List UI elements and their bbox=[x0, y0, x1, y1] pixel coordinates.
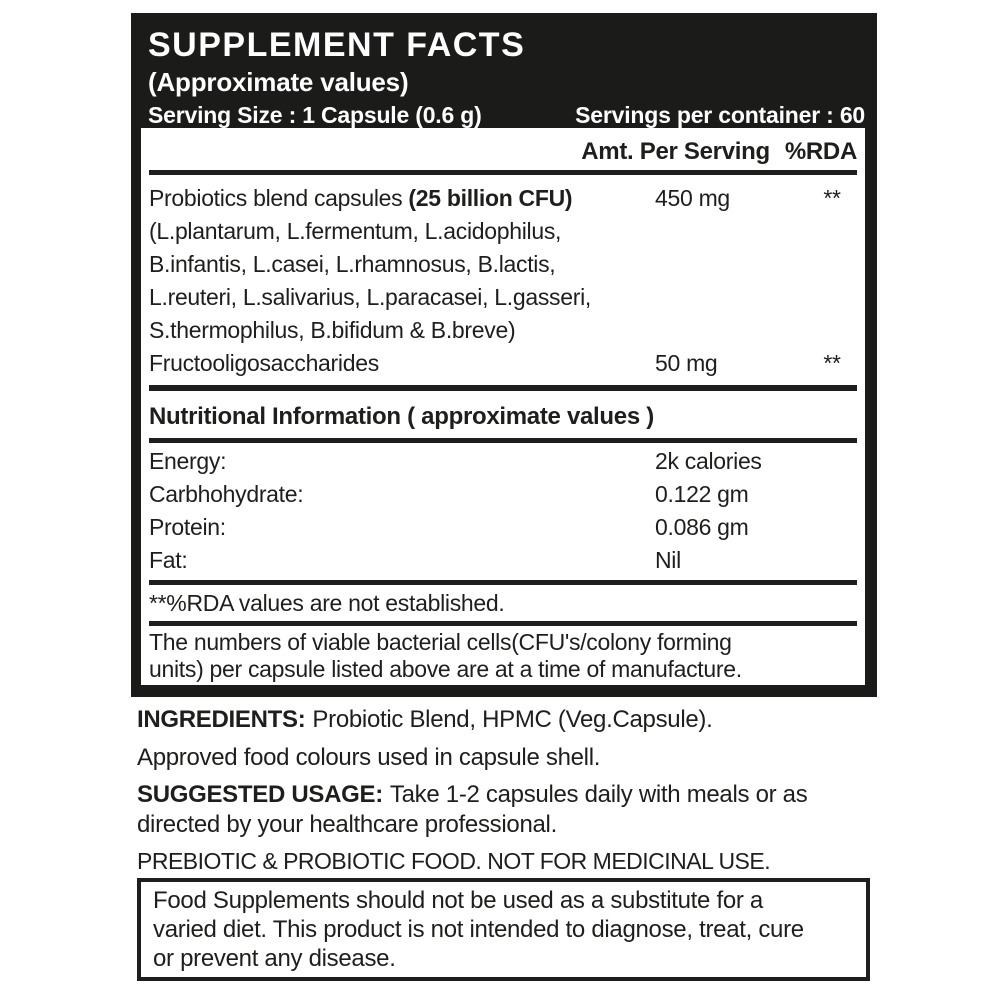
panel-header bbox=[131, 13, 877, 128]
table-row bbox=[149, 314, 857, 347]
suggested-usage bbox=[137, 780, 870, 840]
ingredients-text: Probiotic Blend, HPMC (Veg.Capsule). bbox=[312, 706, 713, 733]
nutrition-rows bbox=[149, 445, 857, 577]
rda-note: **%RDA values are not established. bbox=[149, 590, 505, 616]
ingredient-rda bbox=[807, 215, 857, 248]
column-header-row bbox=[149, 128, 857, 170]
usage-label: SUGGESTED USAGE: bbox=[137, 781, 383, 808]
nutrition-value: 2k calories bbox=[655, 448, 762, 474]
divider bbox=[149, 438, 857, 443]
nutrition-row bbox=[149, 511, 857, 544]
supplement-facts-panel bbox=[131, 13, 877, 697]
nutrition-label: Energy: bbox=[149, 448, 227, 474]
usage-text: Take 1-2 capsules daily with meals or as bbox=[389, 781, 808, 808]
disclaimer-line: varied diet. This product is not intended to diagnose, treat, cure bbox=[153, 916, 804, 943]
ingredient-rda: ** bbox=[823, 185, 841, 211]
cfu-note-line: units) per capsule listed above are at a time of manufacture. bbox=[149, 656, 742, 682]
nutrition-row bbox=[149, 544, 857, 577]
ingredient-name: S.thermophilus, B.bifidum & B.breve) bbox=[149, 317, 516, 343]
nutrition-value: 0.086 gm bbox=[655, 514, 749, 540]
disclaimer-line: Food Supplements should not be used as a substitute for a bbox=[153, 887, 763, 914]
table-row bbox=[149, 347, 857, 380]
servings-per-container: Servings per container : 60 bbox=[575, 102, 865, 129]
nutrition-label: Carbhohydrate: bbox=[149, 481, 304, 507]
ingredient-name: Fructooligosaccharides bbox=[149, 350, 379, 376]
category-note: PREBIOTIC & PROBIOTIC FOOD. NOT FOR MEDICINAL USE. bbox=[137, 848, 771, 874]
ingredient-name: Probiotics blend capsules (25 billion CFU) bbox=[149, 185, 573, 211]
column-header-rda: %RDA bbox=[784, 138, 857, 165]
cfu-note bbox=[149, 626, 857, 683]
nutrition-row bbox=[149, 478, 857, 511]
page-title: SUPPLEMENT FACTS bbox=[148, 26, 526, 64]
nutrition-label: Protein: bbox=[149, 514, 226, 540]
ingredient-amount bbox=[647, 248, 807, 281]
ingredient-rda bbox=[807, 248, 857, 281]
serving-size: Serving Size : 1 Capsule (0.6 g) bbox=[148, 102, 482, 129]
divider bbox=[149, 385, 857, 391]
ingredient-rda: ** bbox=[823, 350, 841, 376]
nutrition-value: Nil bbox=[655, 547, 681, 573]
disclaimer-line: or prevent any disease. bbox=[153, 945, 396, 972]
usage-line bbox=[137, 780, 870, 810]
colours-note: Approved food colours used in capsule shell. bbox=[137, 744, 601, 771]
ingredient-amount bbox=[647, 281, 807, 314]
ingredients-label: INGREDIENTS: bbox=[137, 706, 306, 733]
divider bbox=[149, 170, 857, 175]
table-row bbox=[149, 281, 857, 314]
serving-row bbox=[148, 102, 865, 129]
table-row bbox=[149, 215, 857, 248]
ingredient-amount: 450 mg bbox=[655, 185, 730, 211]
usage-line: directed by your healthcare professional. bbox=[137, 811, 557, 838]
nutrition-label: Fat: bbox=[149, 547, 188, 573]
ingredient-amount bbox=[647, 314, 807, 347]
ingredient-rda bbox=[807, 281, 857, 314]
cfu-note-line: The numbers of viable bacterial cells(CFU's/colony forming bbox=[149, 629, 732, 655]
column-header-amount: Amt. Per Serving bbox=[581, 138, 770, 165]
ingredient-amount: 50 mg bbox=[655, 350, 718, 376]
label-footer bbox=[137, 704, 870, 981]
nutrition-value: 0.122 gm bbox=[655, 481, 749, 507]
ingredient-amount bbox=[647, 215, 807, 248]
table-row bbox=[149, 248, 857, 281]
ingredient-name: L.reuteri, L.salivarius, L.paracasei, L.gasseri, bbox=[149, 284, 591, 310]
table-row bbox=[149, 182, 857, 215]
ingredient-rda bbox=[807, 314, 857, 347]
approximate-values-subtitle: (Approximate values) bbox=[148, 67, 409, 98]
ingredient-rows bbox=[149, 182, 857, 380]
nutrition-row bbox=[149, 445, 857, 478]
nutrition-header: Nutritional Information ( approximate values ) bbox=[149, 403, 654, 430]
ingredient-name: (L.plantarum, L.fermentum, L.acidophilus, bbox=[149, 218, 562, 244]
ingredient-name: B.infantis, L.casei, L.rhamnosus, B.lactis, bbox=[149, 251, 556, 277]
ingredients-line bbox=[137, 704, 870, 736]
disclaimer-box bbox=[137, 878, 870, 981]
facts-table bbox=[141, 128, 865, 685]
